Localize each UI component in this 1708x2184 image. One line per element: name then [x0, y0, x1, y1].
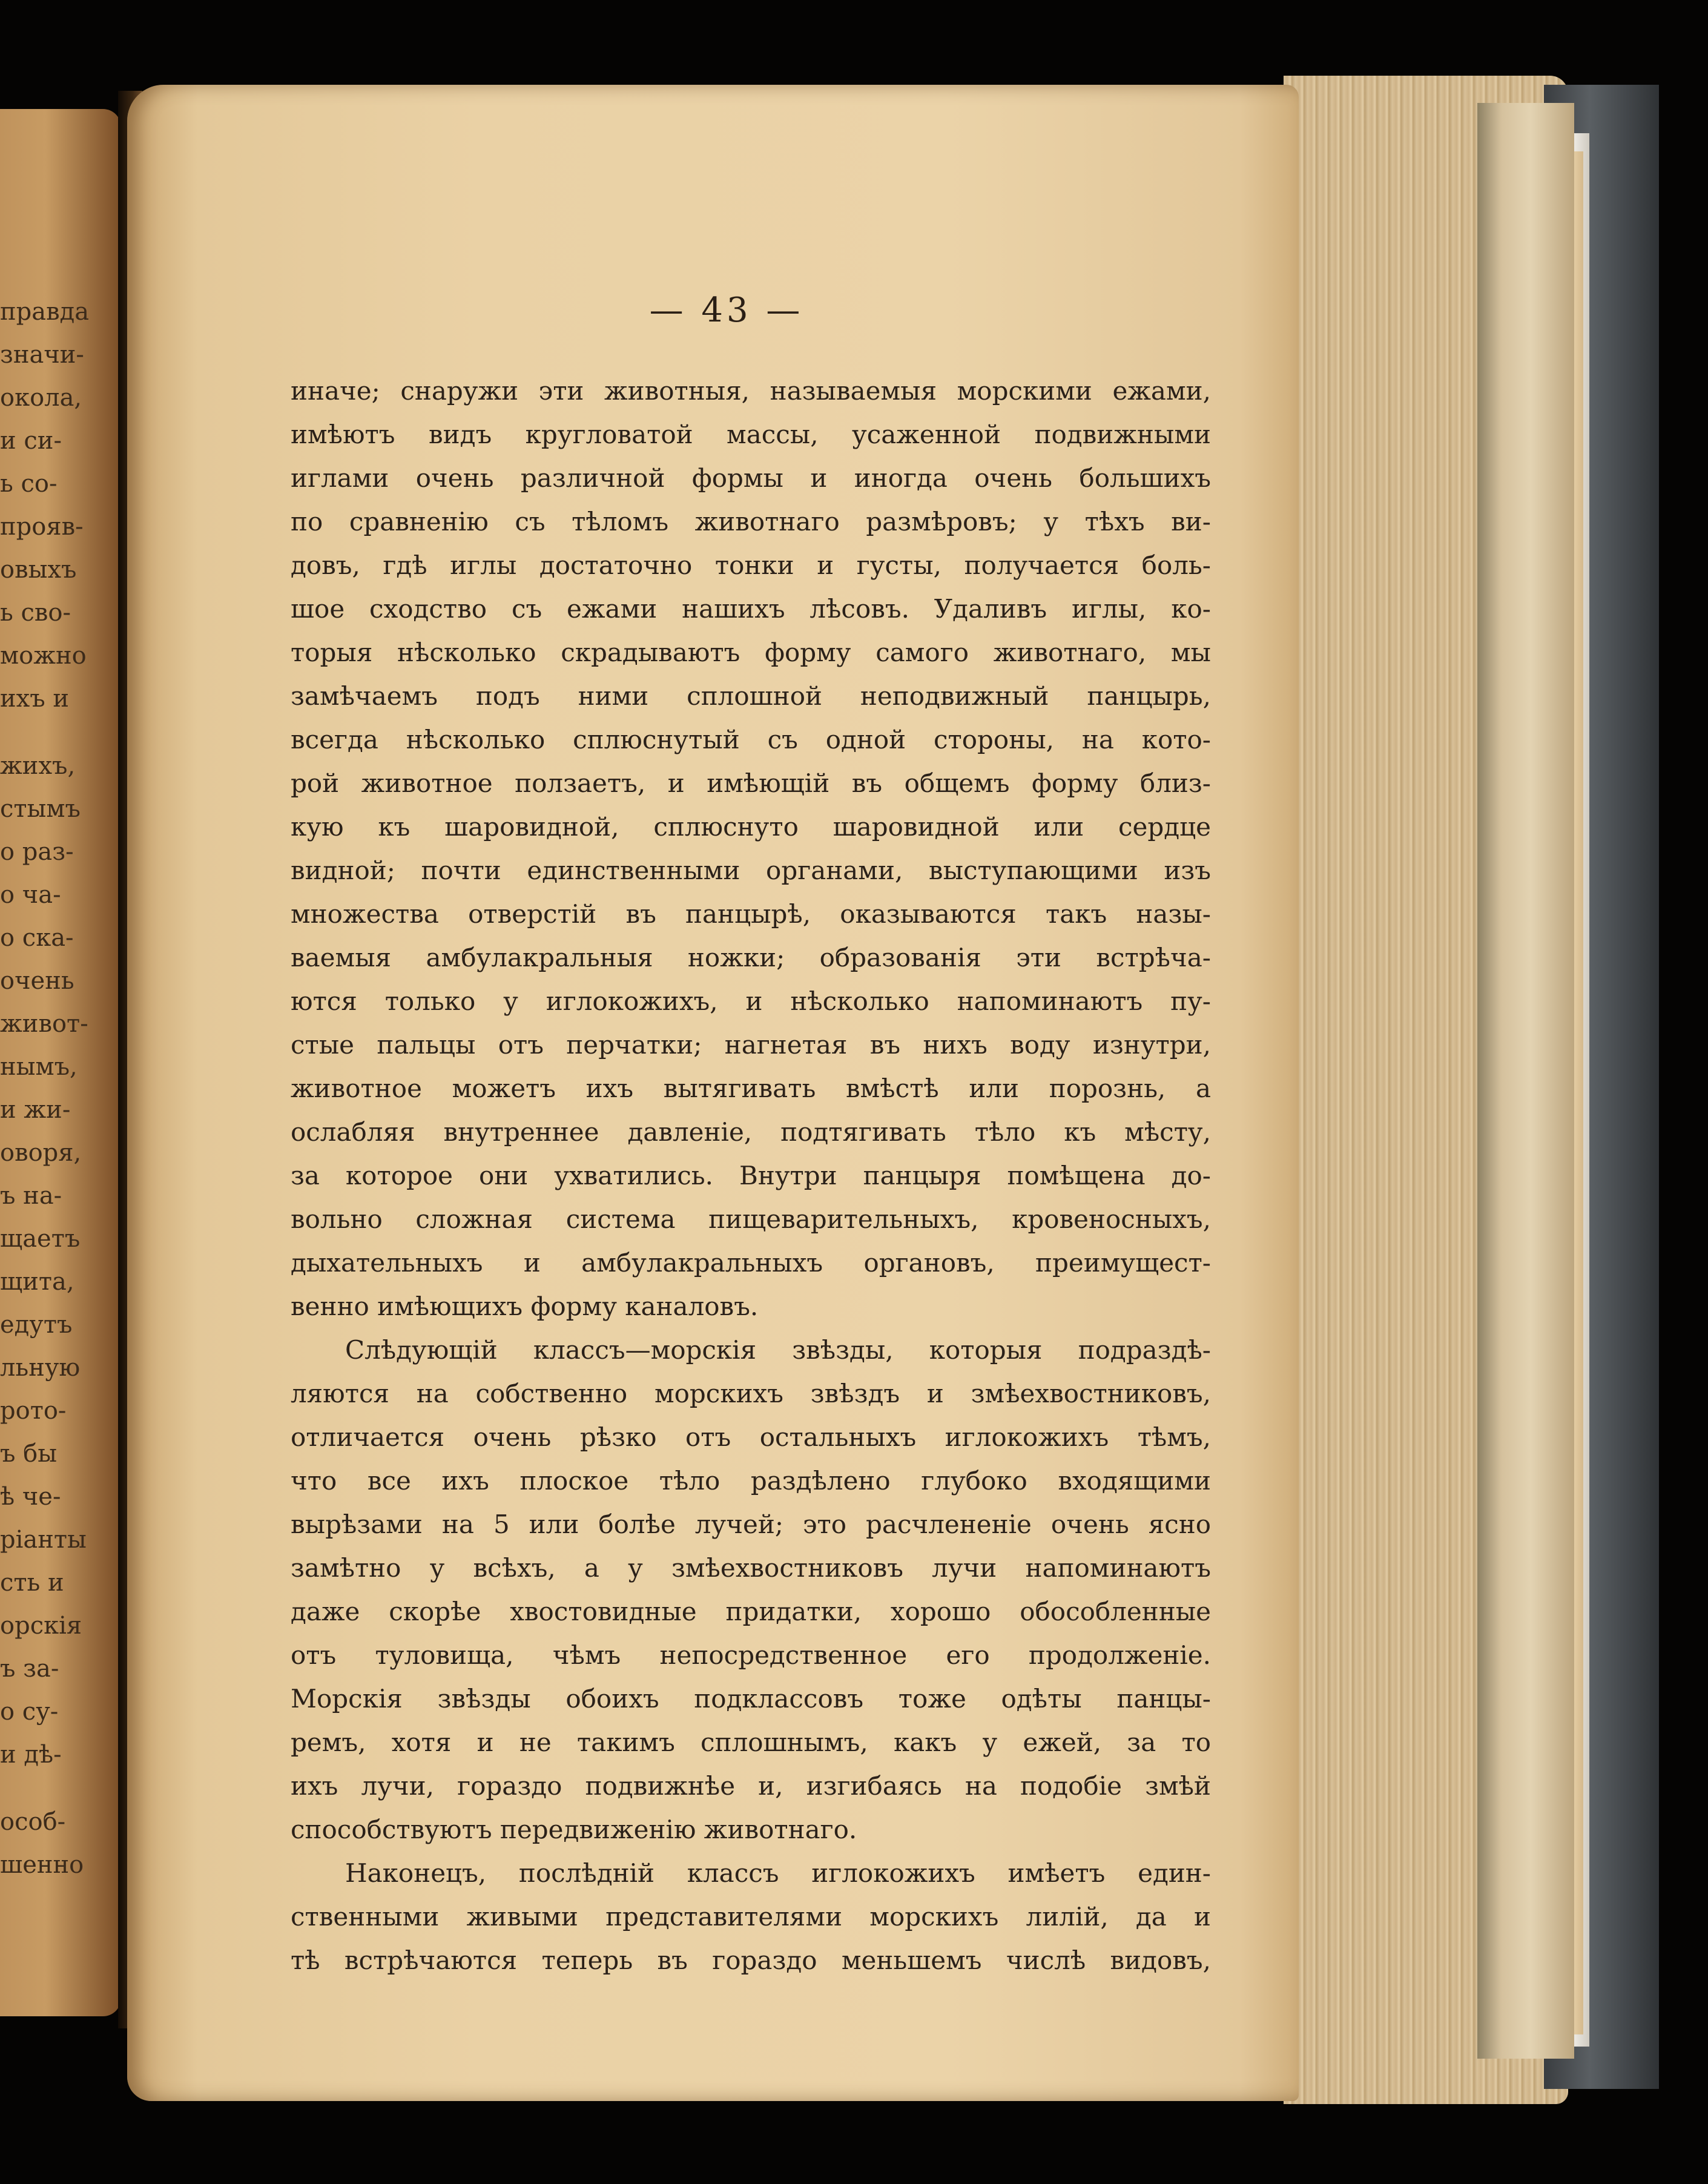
left-fragment: ъ бы: [0, 1440, 58, 1468]
left-fragment: значи-: [0, 341, 84, 369]
left-fragment: щаетъ: [0, 1225, 81, 1253]
left-fragment: можно: [0, 642, 87, 670]
text-line: ются только у иглокожихъ, и нѣсколько напоминаютъ пу-: [291, 986, 1211, 1016]
text-line: замѣчаемъ подъ ними сплошной неподвижный панцырь,: [291, 681, 1211, 711]
left-fragment: о ча-: [0, 881, 61, 909]
text-line: ремъ, хотя и не такимъ сплошнымъ, какъ у ежей, за то: [291, 1727, 1211, 1757]
left-fragment: о ска-: [0, 924, 74, 952]
left-fragment: и жи-: [0, 1096, 71, 1124]
text-line: вырѣзами на 5 или болѣе лучей; это расчлененіе очень ясно: [291, 1509, 1211, 1539]
text-line: животное можетъ ихъ вытягивать вмѣстѣ или порознь, а: [291, 1074, 1211, 1103]
text-line: отличается очень рѣзко отъ остальныхъ иглокожихъ тѣмъ,: [291, 1422, 1211, 1452]
text-line: Наконецъ, послѣдній классъ иглокожихъ имѣетъ един-: [345, 1858, 1211, 1888]
left-fragment: щита,: [0, 1268, 74, 1296]
left-fragment: живот-: [0, 1010, 88, 1038]
text-line: вольно сложная система пищеварительныхъ, кровеносныхъ,: [291, 1204, 1211, 1234]
text-line: кую къ шаровидной, сплюснуто шаровидной или сердце: [291, 812, 1211, 842]
left-fragment: овыхъ: [0, 556, 77, 584]
right-page: [127, 85, 1299, 2101]
left-fragment: прояв-: [0, 513, 84, 541]
text-line: ляются на собственно морскихъ звѣздъ и змѣехвостниковъ,: [291, 1379, 1211, 1408]
text-line: ихъ лучи, гораздо подвижнѣе и, изгибаясь на подобіе змѣй: [291, 1771, 1211, 1801]
text-line: отъ туловища, чѣмъ непосредственное его продолженіе.: [291, 1640, 1211, 1670]
text-line: Морскія звѣзды обоихъ подклассовъ тоже одѣты панцы-: [291, 1684, 1211, 1714]
left-fragment: ихъ и: [0, 685, 70, 713]
left-page: [0, 109, 121, 2016]
text-line: иначе; снаружи эти животныя, называемыя морскими ежами,: [291, 376, 1211, 406]
left-fragment: ъ за-: [0, 1655, 59, 1683]
text-line: за которое они ухватились. Внутри панцыря помѣщена до-: [291, 1161, 1211, 1190]
left-fragment: ь сво-: [0, 599, 71, 627]
text-line: даже скорѣе хвостовидные придатки, хорошо обособленные: [291, 1597, 1211, 1626]
text-line: ваемыя амбулакральныя ножки; образованія эти встрѣча-: [291, 943, 1211, 972]
text-line: шое сходство съ ежами нашихъ лѣсовъ. Удаливъ иглы, ко-: [291, 594, 1211, 624]
left-fragment: ь со-: [0, 470, 58, 498]
text-line: всегда нѣсколько сплюснутый съ одной стороны, на кото-: [291, 725, 1211, 754]
left-fragment: льную: [0, 1354, 81, 1382]
left-fragment: особ-: [0, 1808, 66, 1836]
text-line: довъ, гдѣ иглы достаточно тонки и густы, получается боль-: [291, 550, 1211, 580]
text-line: дыхательныхъ и амбулакральныхъ органовъ, преимущест-: [291, 1248, 1211, 1278]
left-fragment: орскія: [0, 1612, 82, 1640]
text-line: имѣютъ видъ кругловатой массы, усаженной подвижными: [291, 420, 1211, 449]
page-block-edge: [1477, 103, 1574, 2059]
text-line: по сравненію съ тѣломъ животнаго размѣровъ; у тѣхъ ви-: [291, 507, 1211, 536]
text-line: множества отверстій въ панцырѣ, оказываются такъ назы-: [291, 899, 1211, 929]
left-fragment: ріанты: [0, 1526, 87, 1554]
left-fragment: рото-: [0, 1397, 67, 1425]
text-line: рой животное ползаетъ, и имѣющій въ общемъ форму близ-: [291, 768, 1211, 798]
text-line: Слѣдующій классъ—морскія звѣзды, которыя подраздѣ-: [345, 1335, 1211, 1365]
left-fragment: шенно: [0, 1851, 84, 1879]
left-fragment: стымъ: [0, 795, 81, 823]
left-fragment: окола,: [0, 384, 82, 412]
page-body: [291, 369, 1211, 1982]
text-line: стые пальцы отъ перчатки; нагнетая въ нихъ воду изнутри,: [291, 1030, 1211, 1060]
left-fragment: ѣ че-: [0, 1483, 61, 1511]
left-fragment: и дѣ-: [0, 1741, 62, 1769]
text-line: способствуютъ передвиженію животнаго.: [291, 1815, 857, 1844]
left-fragment: очень: [0, 967, 74, 995]
text-line: иглами очень различной формы и иногда очень большихъ: [291, 463, 1211, 493]
text-line: венно имѣющихъ форму каналовъ.: [291, 1292, 759, 1321]
text-line: тѣ встрѣчаются теперь въ гораздо меньшемъ числѣ видовъ,: [291, 1945, 1211, 1975]
left-fragment: жихъ,: [0, 752, 76, 780]
page-number: — 43 —: [649, 291, 804, 330]
left-fragment: сть и: [0, 1569, 64, 1597]
left-fragment: о су-: [0, 1698, 59, 1726]
left-page-text: [0, 291, 121, 1887]
text-line: замѣтно у всѣхъ, а у змѣехвостниковъ лучи напоминаютъ: [291, 1553, 1211, 1583]
text-line: видной; почти единственными органами, выступающими изъ: [291, 856, 1211, 885]
text-line: ослабляя внутреннее давленіе, подтягивать тѣло къ мѣсту,: [291, 1117, 1211, 1147]
left-fragment: правда: [0, 298, 90, 326]
left-fragment: о раз-: [0, 838, 74, 866]
text-line: ственными живыми представителями морскихъ лилій, да и: [291, 1902, 1211, 1932]
text-line: торыя нѣсколько скрадываютъ форму самого животнаго, мы: [291, 638, 1211, 667]
left-fragment: ъ на-: [0, 1182, 62, 1210]
left-fragment: едутъ: [0, 1311, 73, 1339]
text-line: что все ихъ плоское тѣло раздѣлено глубоко входящими: [291, 1466, 1211, 1496]
left-fragment: и си-: [0, 427, 62, 455]
left-fragment: нымъ,: [0, 1053, 77, 1081]
left-fragment: оворя,: [0, 1139, 82, 1167]
